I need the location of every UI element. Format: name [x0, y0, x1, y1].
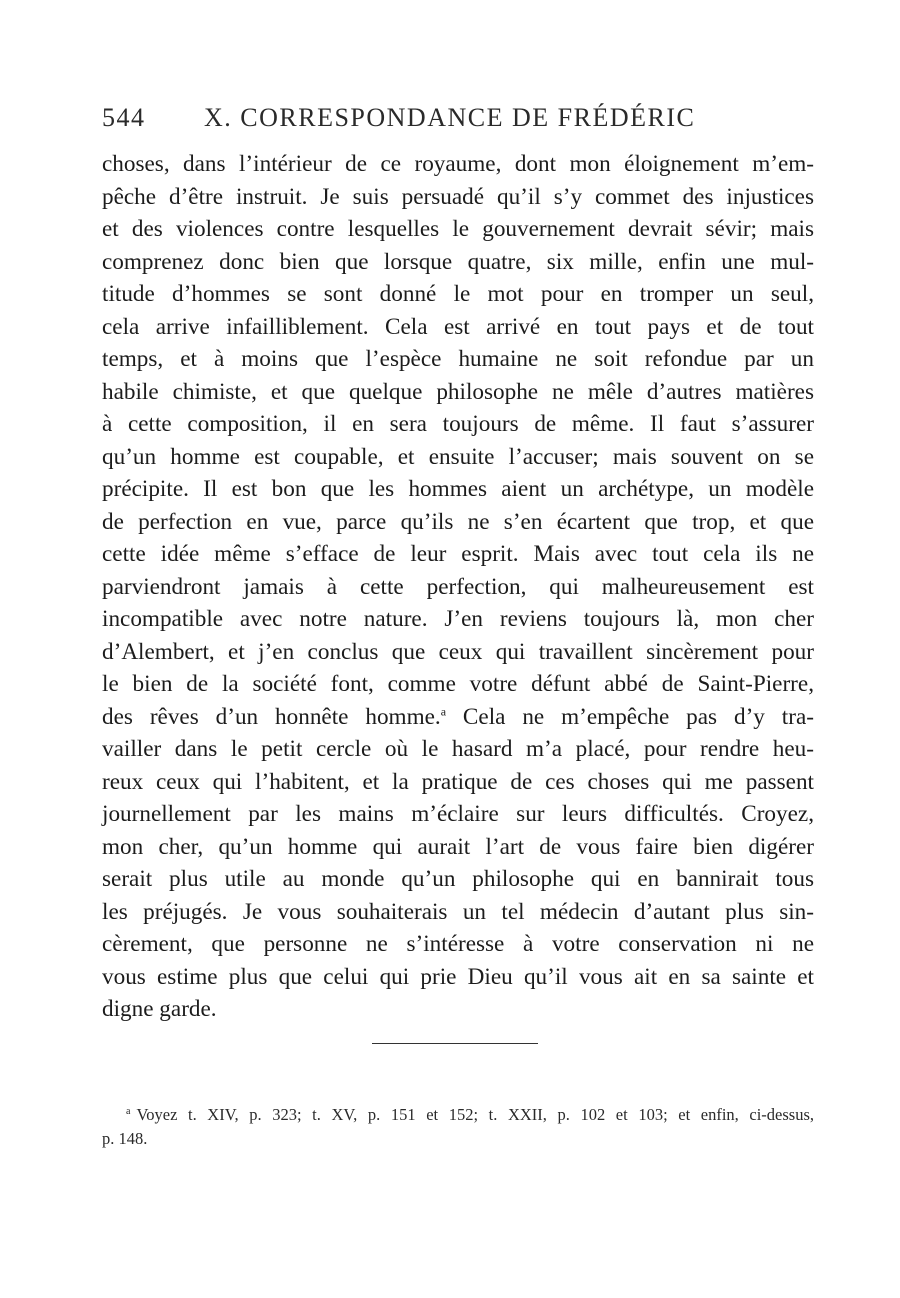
text-line: cette idée même s’efface de leur esprit. Mais avec tout cela ils ne	[102, 541, 814, 567]
text-line: cela arrive infailliblement. Cela est arrivé en tout pays et de tout	[102, 313, 814, 340]
text-line: qu’un homme est coupable, et ensuite l’accuser; mais souvent on se	[102, 443, 814, 470]
section-divider	[372, 1043, 538, 1044]
text-line: parviendront jamais à cette perfection, qui malheureusement est	[102, 573, 814, 600]
text-line-with-footnote-ref	[102, 701, 814, 734]
text-line: comprenez donc bien que lorsque quatre, six mille, enfin une mul-	[102, 248, 814, 275]
page-number: 544	[102, 103, 146, 132]
text-line: choses, dans l’intérieur de ce royaume, dont mon éloignement m’em-	[102, 151, 814, 177]
text-line: digne garde.	[102, 996, 217, 1022]
text-line: titude d’hommes se sont donné le mot pour en tromper un seul,	[102, 281, 814, 307]
text-fragment: Cela ne m’empêche pas d’y tra-	[446, 703, 814, 730]
text-line: précipite. Il est bon que les hommes aient un archétype, un modèle	[102, 476, 814, 502]
text-line: d’Alembert, et j’en conclus que ceux qui travaillent sincèrement pour	[102, 638, 814, 665]
letter-body	[102, 148, 814, 1026]
text-line: le bien de la société font, comme votre défunt abbé de Saint-Pierre,	[102, 671, 814, 697]
text-line: vous estime plus que celui qui prie Dieu qu’il vous ait en sa sainte et	[102, 963, 814, 990]
footnote-line: p. 148.	[102, 1129, 148, 1148]
footnote-text: Voyez t. XIV, p. 323; t. XV, p. 151 et 152; t. XXII, p. 102 et 103; et enfin, ci-dessus,	[136, 1105, 814, 1124]
text-line: incompatible avec notre nature. J’en reviens toujours là, mon cher	[102, 606, 814, 632]
text-line: pêche d’être instruit. Je suis persuadé qu’il s’y commet des injustices	[102, 183, 814, 210]
text-line: les préjugés. Je vous souhaiterais un tel médecin d’autant plus sin-	[102, 898, 814, 925]
text-line: journellement par les mains m’éclaire sur leurs difficultés. Croyez,	[102, 801, 814, 827]
text-line: de perfection en vue, parce qu’ils ne s’en écartent que trop, et que	[102, 508, 814, 535]
footnote-reference[interactable]: a	[440, 703, 447, 718]
text-line: vailler dans le petit cercle où le hasard m’a placé, pour rendre heu-	[102, 736, 814, 762]
text-line: à cette composition, il en sera toujours de même. Il faut s’assurer	[102, 411, 814, 437]
footnote-line	[102, 1103, 814, 1127]
text-line: temps, et à moins que l’espèce humaine ne soit refondue par un	[102, 346, 814, 372]
footnote-mark: a	[126, 1105, 131, 1117]
header-title: X. CORRESPONDANCE DE FRÉDÉRIC	[204, 103, 696, 132]
text-line: reux ceux qui l’habitent, et la pratique de ces choses qui me passent	[102, 768, 814, 795]
text-line: mon cher, qu’un homme qui aurait l’art de vous faire bien digérer	[102, 833, 814, 860]
text-line: habile chimiste, et que quelque philosophe ne mêle d’autres matières	[102, 378, 814, 405]
text-line: serait plus utile au monde qu’un philosophe qui en bannirait tous	[102, 866, 814, 892]
text-fragment: des rêves d’un honnête homme.	[102, 703, 441, 730]
text-line: et des violences contre lesquelles le gouvernement devrait sévir; mais	[102, 216, 814, 242]
text-line: cèrement, que personne ne s’intéresse à votre conservation ni ne	[102, 931, 814, 957]
footnote	[102, 1103, 814, 1151]
